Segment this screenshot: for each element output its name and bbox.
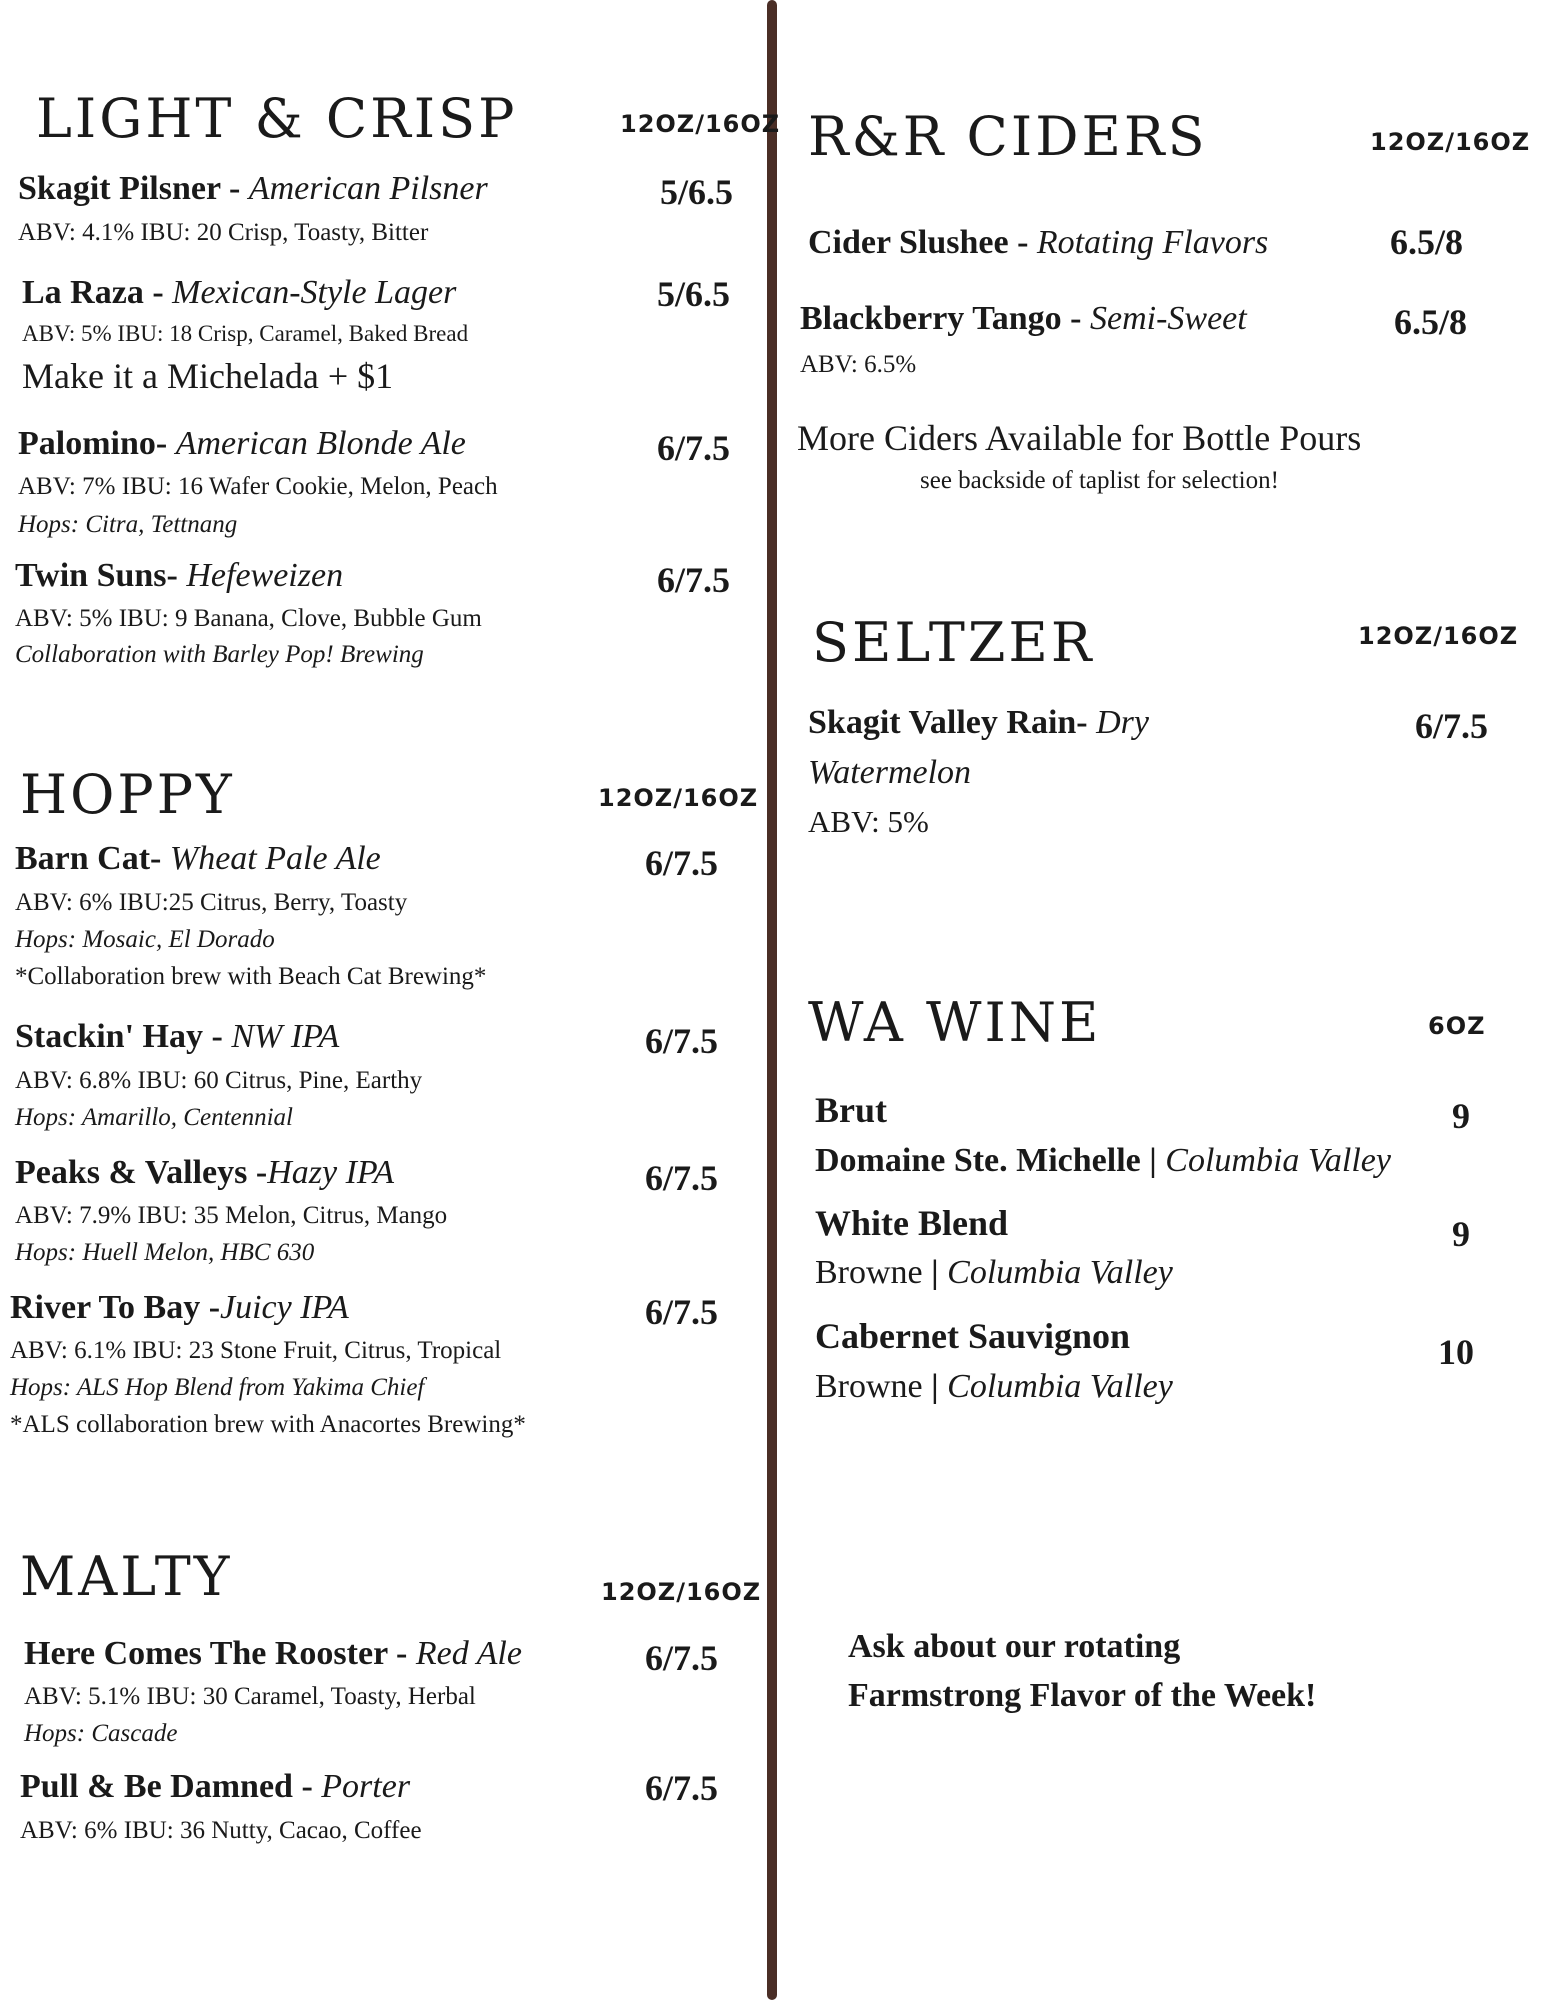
beer-price: 5/6.5 [660, 172, 734, 212]
beer-name: La Raza - Mexican-Style Lager [22, 274, 457, 311]
beer-price: 6/7.5 [645, 1158, 719, 1198]
beer-name: Stackin' Hay - NW IPA [15, 1018, 340, 1055]
cider-info: ABV: 6.5% [800, 351, 917, 378]
beer-price: 6/7.5 [645, 1638, 719, 1678]
promo-line-2: Farmstrong Flavor of the Week! [848, 1677, 1317, 1715]
seltzer-info: ABV: 5% [808, 804, 929, 839]
beer-info: ABV: 6% IBU:25 Citrus, Berry, Toasty [15, 889, 408, 916]
wine-producer: Domaine Ste. Michelle | Columbia Valley [815, 1142, 1391, 1179]
beer-hops: Hops: Cascade [24, 1720, 178, 1747]
wine-name: White Blend [815, 1203, 1009, 1243]
size-label-hoppy: 12OZ/16OZ [598, 784, 759, 812]
beer-price: 5/6.5 [657, 274, 731, 314]
wine-producer: Browne | Columbia Valley [815, 1254, 1173, 1291]
beer-name: Here Comes The Rooster - Red Ale [24, 1635, 522, 1672]
beer-price: 6/7.5 [645, 843, 719, 883]
cider-price: 6.5/8 [1390, 222, 1464, 262]
more-ciders-note: More Ciders Available for Bottle Pours [797, 418, 1362, 458]
beer-info: ABV: 5.1% IBU: 30 Caramel, Toasty, Herbal [24, 1683, 476, 1710]
beer-name: River To Bay -Juicy IPA [10, 1289, 349, 1326]
beer-info: ABV: 5% IBU: 9 Banana, Clove, Bubble Gum [15, 605, 482, 632]
section-title-ciders: R&R CIDERS [808, 105, 1208, 168]
section-title-light-crisp: LIGHT & CRISP [36, 87, 518, 150]
seltzer-price: 6/7.5 [1415, 706, 1489, 746]
beer-name: Peaks & Valleys -Hazy IPA [15, 1154, 395, 1191]
column-divider [767, 0, 777, 2000]
promo-line-1: Ask about our rotating [848, 1628, 1181, 1665]
beer-price: 6/7.5 [645, 1021, 719, 1061]
seltzer-name: Skagit Valley Rain- Dry [808, 704, 1150, 741]
seltzer-style-cont: Watermelon [808, 754, 972, 791]
collaboration-note: Collaboration with Barley Pop! Brewing [15, 641, 424, 668]
beer-hops: Hops: Mosaic, El Dorado [15, 926, 275, 953]
wine-name: Cabernet Sauvignon [815, 1316, 1131, 1356]
beer-hops: Hops: Huell Melon, HBC 630 [15, 1239, 315, 1266]
beer-hops: Hops: Citra, Tettnang [18, 511, 238, 538]
section-title-malty: MALTY [20, 1545, 233, 1608]
section-title-hoppy: HOPPY [20, 763, 235, 826]
beer-name: Skagit Pilsner - American Pilsner [18, 170, 488, 207]
beer-info: ABV: 6.8% IBU: 60 Citrus, Pine, Earthy [15, 1067, 423, 1094]
more-ciders-subnote: see backside of taplist for selection! [920, 467, 1279, 494]
beer-name: Barn Cat- Wheat Pale Ale [15, 840, 381, 877]
beer-name: Pull & Be Damned - Porter [20, 1768, 411, 1805]
cider-name: Blackberry Tango - Semi-Sweet [800, 300, 1247, 337]
collaboration-note: *Collaboration brew with Beach Cat Brewing* [15, 963, 487, 990]
collaboration-note: *ALS collaboration brew with Anacortes Brewing* [10, 1411, 526, 1438]
beer-price: 6/7.5 [645, 1292, 719, 1332]
wine-producer: Browne | Columbia Valley [815, 1368, 1173, 1405]
size-label-wine: 6OZ [1428, 1012, 1486, 1040]
size-label-light-crisp: 12OZ/16OZ [620, 110, 781, 138]
beer-info: ABV: 6% IBU: 36 Nutty, Cacao, Coffee [20, 1817, 422, 1844]
size-label-malty: 12OZ/16OZ [601, 1578, 762, 1606]
beer-info: ABV: 7% IBU: 16 Wafer Cookie, Melon, Peach [18, 473, 498, 500]
beer-hops: Hops: Amarillo, Centennial [15, 1104, 294, 1131]
michelada-note: Make it a Michelada + $1 [22, 356, 394, 396]
beer-price: 6/7.5 [657, 428, 731, 468]
beer-name: Twin Suns- Hefeweizen [15, 557, 344, 594]
promo-text [848, 1622, 1488, 1721]
wine-price: 9 [1452, 1214, 1470, 1254]
beer-price: 6/7.5 [657, 560, 731, 600]
wine-name: Brut [815, 1090, 887, 1130]
beer-price: 6/7.5 [645, 1768, 719, 1808]
beer-info: ABV: 7.9% IBU: 35 Melon, Citrus, Mango [15, 1202, 448, 1229]
wine-price: 9 [1452, 1096, 1470, 1136]
beer-name: Palomino- American Blonde Ale [18, 425, 466, 462]
section-title-wine: WA WINE [808, 991, 1102, 1054]
beer-info: ABV: 4.1% IBU: 20 Crisp, Toasty, Bitter [18, 219, 429, 246]
beer-info: ABV: 6.1% IBU: 23 Stone Fruit, Citrus, Tropical [10, 1337, 502, 1364]
beer-hops: Hops: ALS Hop Blend from Yakima Chief [10, 1374, 425, 1401]
beer-info: ABV: 5% IBU: 18 Crisp, Caramel, Baked Bread [22, 321, 469, 346]
wine-price: 10 [1438, 1332, 1474, 1372]
size-label-seltzer: 12OZ/16OZ [1358, 622, 1519, 650]
section-title-seltzer: SELTZER [812, 611, 1095, 674]
size-label-ciders: 12OZ/16OZ [1370, 128, 1531, 156]
cider-price: 6.5/8 [1394, 302, 1468, 342]
cider-name: Cider Slushee - Rotating Flavors [808, 224, 1269, 261]
